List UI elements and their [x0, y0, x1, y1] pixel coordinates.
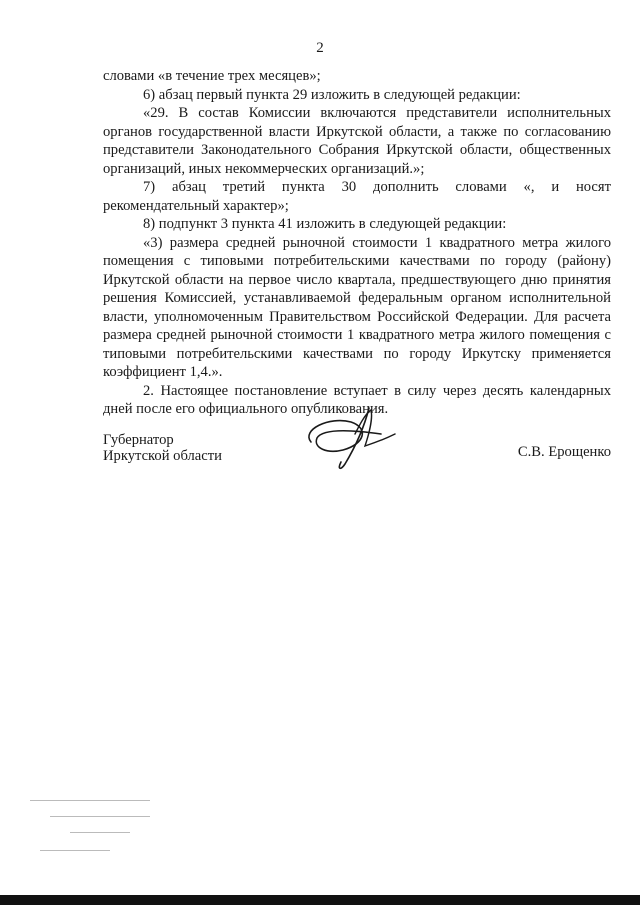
paragraph-4: 7) абзац третий пункта 30 дополнить словами «, и носят рекомендательный характер»;	[103, 179, 611, 214]
paragraph-5: 8) подпункт 3 пункта 41 изложить в следующей редакции:	[143, 216, 507, 232]
paragraph-3: «29. В состав Комиссии включаются представители исполнительных органов государственной власти Иркутской области, а также по согласованию представители Законодательного Собрания Иркутской области, общественных организаций, иных некоммерческих организаций.»;	[103, 105, 611, 177]
paragraph-2: 6) абзац первый пункта 29 изложить в следующей редакции:	[143, 86, 521, 103]
page-number: 2	[316, 40, 324, 56]
signatory-title	[103, 432, 222, 464]
signatory-title-line-1: Губернатор	[103, 432, 174, 448]
signature-block	[103, 432, 611, 492]
scan-artifacts	[30, 790, 180, 860]
scan-edge-bar	[0, 895, 640, 905]
signatory-title-line-2: Иркутской области	[103, 448, 222, 464]
paragraph-1: словами «в течение трех месяцев»;	[103, 68, 321, 84]
signatory-name: С.В. Ерощенко	[517, 444, 611, 460]
paragraph-6: «3) размера средней рыночной стоимости 1 квадратного метра жилого помещения с типовыми потребительскими качествами по городу (району) Иркутской области на первое число квартала, предшествующего дню принятия решения Комиссией, устанавливаемой федеральным органом исполнительной власти, уполномоченным Правительством Российской Федерации. Для расчета размера средней рыночной стоимости 1 квадратного метра жилого помещения с типовыми потребительскими качествами по городу Иркутску применяется коэффициент 1,4.».	[103, 234, 611, 380]
handwritten-signature	[299, 404, 399, 472]
document-body	[103, 67, 611, 419]
paragraph-7: 2. Настоящее постановление вступает в силу через десять календарных дней после его официального опубликования.	[103, 382, 611, 417]
